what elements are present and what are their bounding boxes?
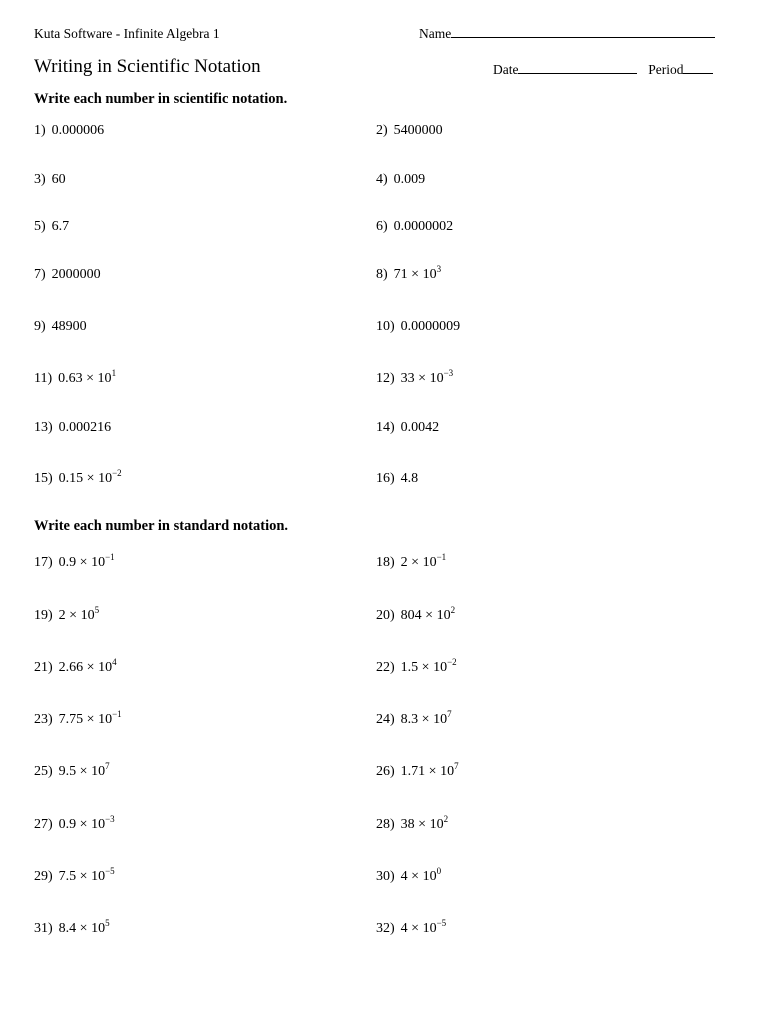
problem-number: 4) (376, 172, 388, 187)
problem-expression: 0.9 × 10 (58, 817, 106, 832)
problem-item (376, 552, 447, 571)
problem-expression: 48900 (51, 319, 87, 334)
problem-number: 19) (34, 608, 53, 623)
problem-item (376, 264, 442, 283)
problem-number: 3) (34, 172, 46, 187)
problem-exponent: 5 (94, 605, 100, 615)
problem-expression: 4 × 10 (400, 869, 437, 884)
problem-expression: 1.5 × 10 (400, 660, 448, 675)
problem-number: 14) (376, 420, 395, 435)
problem-expression: 38 × 10 (400, 817, 444, 832)
name-blank[interactable] (451, 26, 715, 38)
problem-item (34, 761, 110, 780)
problem-exponent: 7 (447, 709, 452, 719)
problem-number: 8) (376, 267, 388, 282)
problem-item (376, 219, 453, 235)
problem-expression: 4.8 (400, 471, 419, 486)
name-field[interactable] (419, 26, 715, 42)
problem-item (376, 709, 452, 728)
problem-item (376, 605, 456, 624)
problem-item (34, 219, 69, 235)
problem-expression: 7.75 × 10 (58, 712, 113, 727)
problem-number: 9) (34, 319, 46, 334)
problem-expression: 8.4 × 10 (58, 921, 106, 936)
problem-number: 16) (376, 471, 395, 486)
problem-number: 27) (34, 817, 53, 832)
problem-item (376, 420, 439, 436)
problem-number: 28) (376, 817, 395, 832)
problem-expression: 33 × 10 (400, 371, 444, 386)
problem-expression: 0.9 × 10 (58, 555, 106, 570)
problem-expression: 2000000 (51, 267, 101, 282)
problem-number: 32) (376, 921, 395, 936)
problem-expression: 804 × 10 (400, 608, 451, 623)
problem-item (34, 918, 110, 937)
problem-expression: 2 × 10 (58, 608, 95, 623)
problem-item (34, 267, 101, 283)
name-label: Name (419, 26, 452, 41)
problem-exponent: −2 (112, 468, 122, 478)
problem-exponent: 4 (112, 657, 117, 667)
problem-exponent: 2 (443, 814, 449, 824)
problem-expression: 8.3 × 10 (400, 712, 448, 727)
problem-expression: 0.0042 (400, 420, 440, 435)
problem-exponent: −1 (112, 709, 122, 719)
problem-item (34, 814, 115, 833)
problem-exponent: −2 (447, 657, 457, 667)
problem-exponent: 5 (105, 918, 110, 928)
problem-expression: 0.000006 (51, 123, 105, 138)
problem-expression: 0.009 (393, 172, 426, 187)
date-blank[interactable] (518, 62, 637, 74)
problem-exponent: −1 (105, 552, 115, 562)
problem-item (34, 319, 87, 335)
section-instruction: Write each number in scientific notation. (34, 91, 288, 107)
problem-item (34, 368, 117, 387)
problem-item (34, 123, 104, 139)
page-title: Writing in Scientific Notation (34, 56, 261, 77)
problem-expression: 0.0000002 (393, 219, 454, 234)
problem-number: 25) (34, 764, 53, 779)
problem-number: 5) (34, 219, 46, 234)
problem-item (376, 657, 457, 676)
date-field[interactable] (493, 62, 713, 78)
software-label: Kuta Software - Infinite Algebra 1 (34, 26, 220, 41)
problem-item (34, 172, 66, 188)
problem-item (376, 471, 418, 487)
problem-item (34, 866, 115, 885)
problem-expression: 0.000216 (58, 420, 112, 435)
problem-item (34, 657, 117, 676)
problem-item (34, 420, 111, 436)
problem-expression: 9.5 × 10 (58, 764, 106, 779)
problem-exponent: 7 (105, 761, 110, 771)
period-label: Period (648, 62, 684, 77)
problem-expression: 7.5 × 10 (58, 869, 106, 884)
problem-expression: 2 × 10 (400, 555, 437, 570)
problem-expression: 1.71 × 10 (400, 764, 455, 779)
problem-number: 29) (34, 869, 53, 884)
problem-number: 26) (376, 764, 395, 779)
problem-number: 23) (34, 712, 53, 727)
problem-item (34, 709, 122, 728)
problem-item (376, 368, 454, 387)
problem-item (376, 761, 459, 780)
problem-expression: 0.63 × 10 (58, 371, 112, 386)
problem-exponent: 0 (436, 866, 442, 876)
problem-item (376, 172, 425, 188)
problem-expression: 4 × 10 (400, 921, 437, 936)
problem-exponent: −1 (436, 552, 447, 562)
problem-item (376, 918, 447, 937)
section-instruction: Write each number in standard notation. (34, 518, 289, 534)
problem-number: 6) (376, 219, 388, 234)
problem-item (34, 468, 122, 487)
problem-item (376, 814, 449, 833)
problem-number: 11) (34, 371, 53, 386)
problem-number: 21) (34, 660, 53, 675)
problem-number: 15) (34, 471, 53, 486)
problem-number: 31) (34, 921, 53, 936)
problem-number: 13) (34, 420, 53, 435)
problem-exponent: 1 (111, 368, 117, 378)
problem-item (34, 605, 100, 624)
problem-expression: 71 × 10 (393, 267, 437, 282)
problem-exponent: −5 (105, 866, 115, 876)
problem-exponent: 7 (454, 761, 459, 771)
problem-number: 22) (376, 660, 395, 675)
problem-item (376, 123, 443, 139)
problem-exponent: −3 (105, 814, 115, 824)
problem-number: 24) (376, 712, 395, 727)
problem-number: 20) (376, 608, 395, 623)
problem-number: 10) (376, 319, 395, 334)
problem-expression: 0.0000009 (400, 319, 461, 334)
problem-exponent: 3 (436, 264, 442, 274)
period-blank[interactable] (683, 62, 713, 74)
problem-exponent: −3 (443, 368, 454, 378)
problem-expression: 2.66 × 10 (58, 660, 113, 675)
problem-number: 30) (376, 869, 395, 884)
problem-number: 1) (34, 123, 46, 138)
problem-number: 2) (376, 123, 388, 138)
problem-number: 17) (34, 555, 53, 570)
date-label: Date (493, 62, 519, 77)
problem-item (376, 866, 442, 885)
problem-exponent: 2 (450, 605, 456, 615)
problem-expression: 5400000 (393, 123, 443, 138)
problem-expression: 6.7 (51, 219, 70, 234)
problem-number: 12) (376, 371, 395, 386)
problem-expression: 60 (51, 172, 66, 187)
problem-exponent: −5 (436, 918, 447, 928)
problem-number: 18) (376, 555, 395, 570)
problem-item (376, 319, 460, 335)
problem-item (34, 552, 115, 571)
problem-expression: 0.15 × 10 (58, 471, 113, 486)
problem-number: 7) (34, 267, 46, 282)
